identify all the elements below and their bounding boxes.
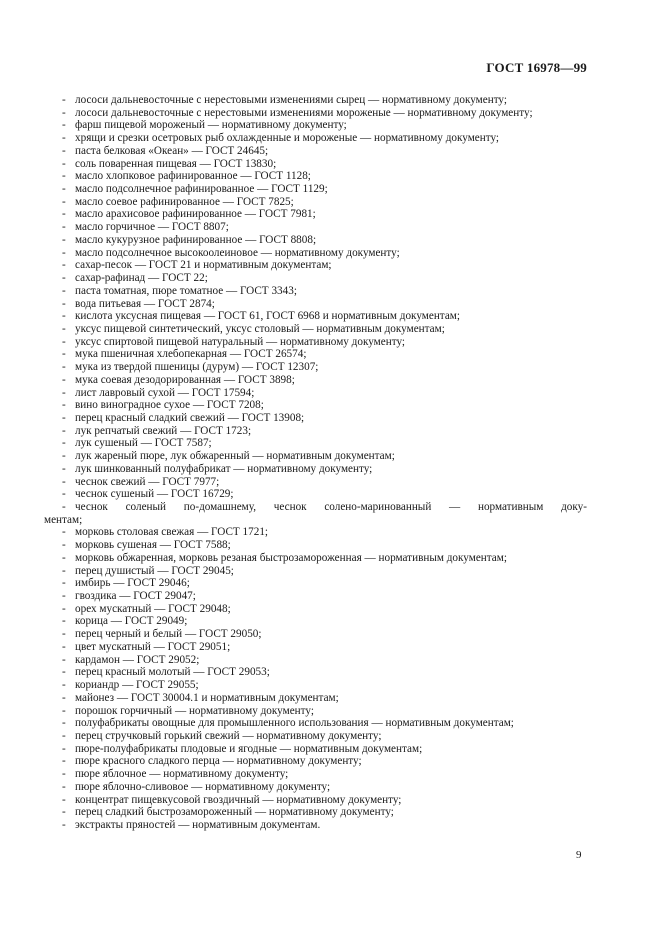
- list-item-wrapped: - чеснок соленый по-домашнему, чеснок солено-маринованный — нормативным доку-: [62, 501, 587, 514]
- list-item: - масло хлопковое рафинированное — ГОСТ 1128;: [62, 170, 587, 183]
- list-item: - лососи дальневосточные с нерестовыми изменениями сырец — нормативному документу;: [62, 94, 587, 107]
- list-item: - перец душистый — ГОСТ 29045;: [62, 565, 587, 578]
- list-item: - пюре красного сладкого перца — нормативному документу;: [62, 755, 587, 768]
- list-item: - морковь обжаренная, морковь резаная быстрозамороженная — нормативным документам;: [62, 552, 587, 565]
- list-item: - мука из твердой пшеницы (дурум) — ГОСТ 12307;: [62, 361, 587, 374]
- list-item: - порошок горчичный — нормативному документу;: [62, 705, 587, 718]
- list-item: - уксус пищевой синтетический, уксус столовый — нормативным документам;: [62, 323, 587, 336]
- list-item: - чеснок свежий — ГОСТ 7977;: [62, 476, 587, 489]
- list-item: - перец стручковый горький свежий — нормативному документу;: [62, 730, 587, 743]
- list-item: - паста белковая «Океан» — ГОСТ 24645;: [62, 145, 587, 158]
- list-item: - мука пшеничная хлебопекарная — ГОСТ 26574;: [62, 348, 587, 361]
- list-item: - хрящи и срезки осетровых рыб охлажденные и мороженые — нормативному документу;: [62, 132, 587, 145]
- list-item: - имбирь — ГОСТ 29046;: [62, 577, 587, 590]
- list-item: - пюре-полуфабрикаты плодовые и ягодные — нормативным документам;: [62, 743, 587, 756]
- list-item: - паста томатная, пюре томатное — ГОСТ 3343;: [62, 285, 587, 298]
- list-item: - лук шинкованный полуфабрикат — нормативному документу;: [62, 463, 587, 476]
- list-item: - концентрат пищевкусовой гвоздичный — нормативному документу;: [62, 794, 587, 807]
- list-item: - перец красный сладкий свежий — ГОСТ 13908;: [62, 412, 587, 425]
- list-item: - орех мускатный — ГОСТ 29048;: [62, 603, 587, 616]
- list-item: - масло подсолнечное рафинированное — ГОСТ 1129;: [62, 183, 587, 196]
- list-item: - уксус спиртовой пищевой натуральный — нормативному документу;: [62, 336, 587, 349]
- list-item-continuation: ментам;: [44, 513, 83, 526]
- list-item: - перец красный молотый — ГОСТ 29053;: [62, 666, 587, 679]
- list-item: - лист лавровый сухой — ГОСТ 17594;: [62, 387, 587, 400]
- list-item: - сахар-песок — ГОСТ 21 и нормативным документам;: [62, 259, 587, 272]
- list-item: - сахар-рафинад — ГОСТ 22;: [62, 272, 587, 285]
- list-item: - пюре яблочное — нормативному документу;: [62, 768, 587, 781]
- list-item: - чеснок сушеный — ГОСТ 16729;: [62, 488, 587, 501]
- list-item: - соль поваренная пищевая — ГОСТ 13830;: [62, 158, 587, 171]
- ingredient-list: [44, 94, 587, 832]
- list-item: - лук жареный пюре, лук обжаренный — нормативным документам;: [62, 450, 587, 463]
- list-item: - экстракты пряностей — нормативным документам.: [62, 819, 587, 832]
- list-item: - вода питьевая — ГОСТ 2874;: [62, 298, 587, 311]
- list-item: - цвет мускатный — ГОСТ 29051;: [62, 641, 587, 654]
- page-number: 9: [576, 849, 582, 861]
- list-item: - вино виноградное сухое — ГОСТ 7208;: [62, 399, 587, 412]
- list-item: - лососи дальневосточные с нерестовыми изменениями мороженые — нормативному документу;: [62, 107, 587, 120]
- list-item: - кориандр — ГОСТ 29055;: [62, 679, 587, 692]
- document-header: ГОСТ 16978—99: [486, 60, 587, 75]
- list-item: - морковь сушеная — ГОСТ 7588;: [62, 539, 587, 552]
- list-item: - пюре яблочно-сливовое — нормативному документу;: [62, 781, 587, 794]
- list-item: - перец сладкий быстрозамороженный — нормативному документу;: [62, 806, 587, 819]
- list-item: - кардамон — ГОСТ 29052;: [62, 654, 587, 667]
- list-item: - лук сушеный — ГОСТ 7587;: [62, 437, 587, 450]
- list-item: - масло арахисовое рафинированное — ГОСТ 7981;: [62, 208, 587, 221]
- list-item: - масло соевое рафинированное — ГОСТ 7825;: [62, 196, 587, 209]
- list-item: - корица — ГОСТ 29049;: [62, 615, 587, 628]
- list-item: - мука соевая дезодорированная — ГОСТ 3898;: [62, 374, 587, 387]
- list-item: - масло подсолнечное высокоолеиновое — нормативному документу;: [62, 247, 587, 260]
- list-item: - лук репчатый свежий — ГОСТ 1723;: [62, 425, 587, 438]
- list-item: - масло кукурузное рафинированное — ГОСТ 8808;: [62, 234, 587, 247]
- list-item: - кислота уксусная пищевая — ГОСТ 61, ГОСТ 6968 и нормативным документам;: [62, 310, 587, 323]
- list-item: - масло горчичное — ГОСТ 8807;: [62, 221, 587, 234]
- list-item: - фарш пищевой мороженый — нормативному документу;: [62, 119, 587, 132]
- list-item: - майонез — ГОСТ 30004.1 и нормативным документам;: [62, 692, 587, 705]
- list-item: - перец черный и белый — ГОСТ 29050;: [62, 628, 587, 641]
- list-item: - гвоздика — ГОСТ 29047;: [62, 590, 587, 603]
- list-item: - морковь столовая свежая — ГОСТ 1721;: [62, 526, 587, 539]
- list-item: - полуфабрикаты овощные для промышленного использования — нормативным документам;: [62, 717, 587, 730]
